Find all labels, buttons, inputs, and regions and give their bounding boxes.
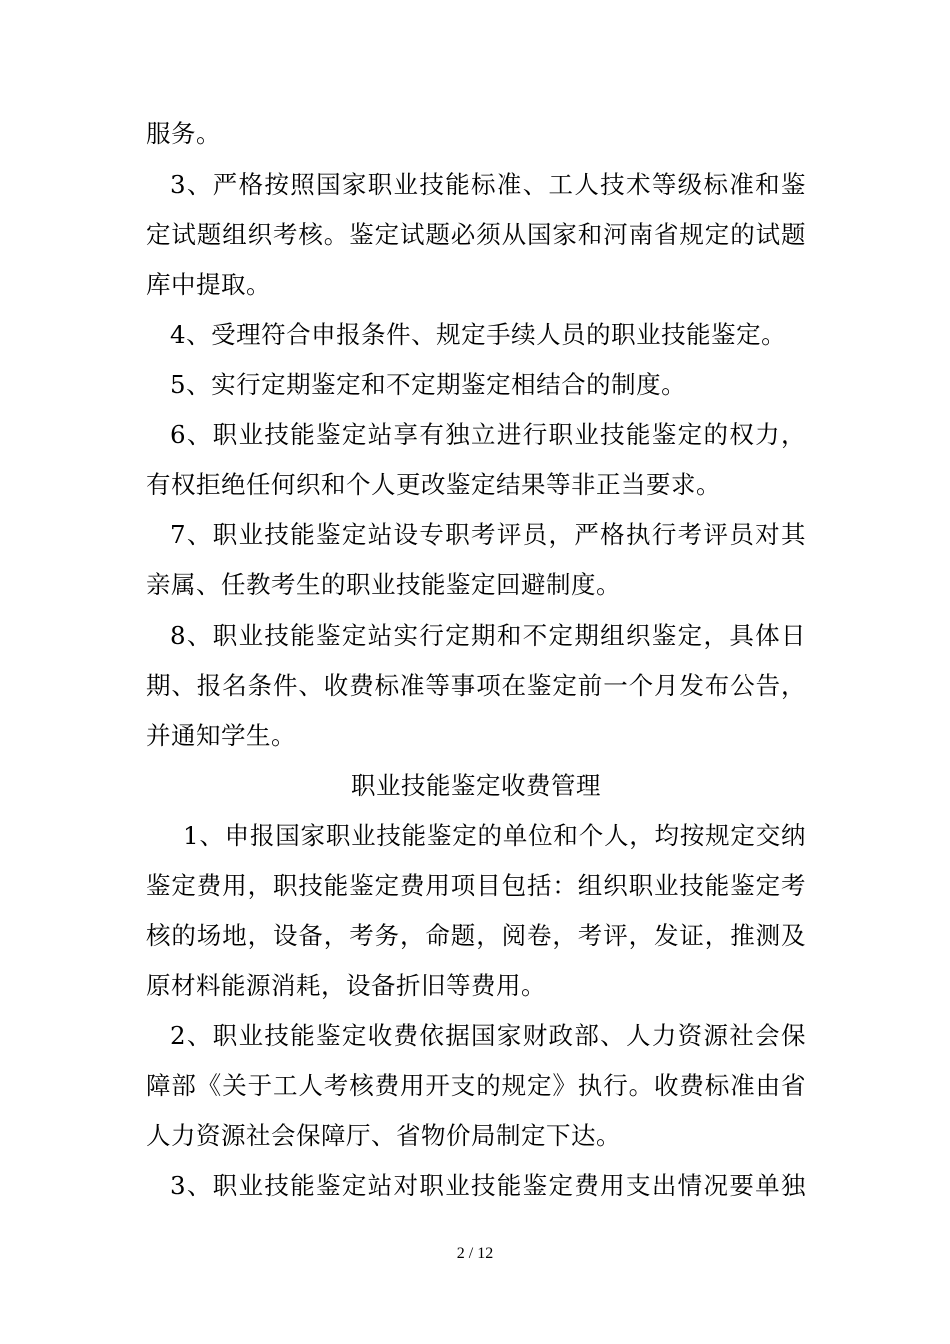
paragraph-line: 有权拒绝任何织和个人更改鉴定结果等非正当要求。 <box>146 470 721 499</box>
paragraph-line: 3、严格按照国家职业技能标准、工人技术等级标准和鉴 <box>170 170 806 199</box>
paragraph-line: 5、实行定期鉴定和不定期鉴定相结合的制度。 <box>170 370 687 399</box>
paragraph-line: 服务。 <box>146 119 221 148</box>
page-number: 2 / 12 <box>456 1245 494 1262</box>
paragraph-line: 亲属、任教考生的职业技能鉴定回避制度。 <box>146 570 621 599</box>
paragraph-line: 核的场地，设备，考务，命题，阅卷，考评，发证，推测及 <box>146 921 806 950</box>
paragraph-line: 4、受理符合申报条件、规定手续人员的职业技能鉴定。 <box>170 320 787 349</box>
paragraph-line: 障部《关于工人考核费用开支的规定》执行。收费标准由省 <box>146 1071 806 1100</box>
paragraph-line: 2、职业技能鉴定收费依据国家财政部、人力资源社会保 <box>170 1021 806 1050</box>
paragraph-line: 并通知学生。 <box>146 721 296 750</box>
paragraph-line: 8、职业技能鉴定站实行定期和不定期组织鉴定，具体日 <box>170 621 806 650</box>
paragraph-line: 原材料能源消耗，设备折旧等费用。 <box>146 971 546 1000</box>
paragraph-line: 鉴定费用，职技能鉴定费用项目包括：组织职业技能鉴定考 <box>146 871 806 900</box>
paragraph-line: 3、职业技能鉴定站对职业技能鉴定费用支出情况要单独 <box>170 1171 806 1200</box>
paragraph-line: 7、职业技能鉴定站设专职考评员，严格执行考评员对其 <box>170 520 806 549</box>
section-heading: 职业技能鉴定收费管理 <box>351 771 601 800</box>
paragraph-line: 期、报名条件、收费标准等事项在鉴定前一个月发布公告， <box>146 671 806 700</box>
paragraph-line: 6、职业技能鉴定站享有独立进行职业技能鉴定的权力， <box>170 420 806 449</box>
paragraph-line: 库中提取。 <box>146 270 271 299</box>
paragraph-line: 定试题组织考核。鉴定试题必须从国家和河南省规定的试题 <box>146 220 806 249</box>
paragraph-line: 1、申报国家职业技能鉴定的单位和个人，均按规定交纳 <box>183 821 806 850</box>
paragraph-line: 人力资源社会保障厅、省物价局制定下达。 <box>146 1121 621 1150</box>
